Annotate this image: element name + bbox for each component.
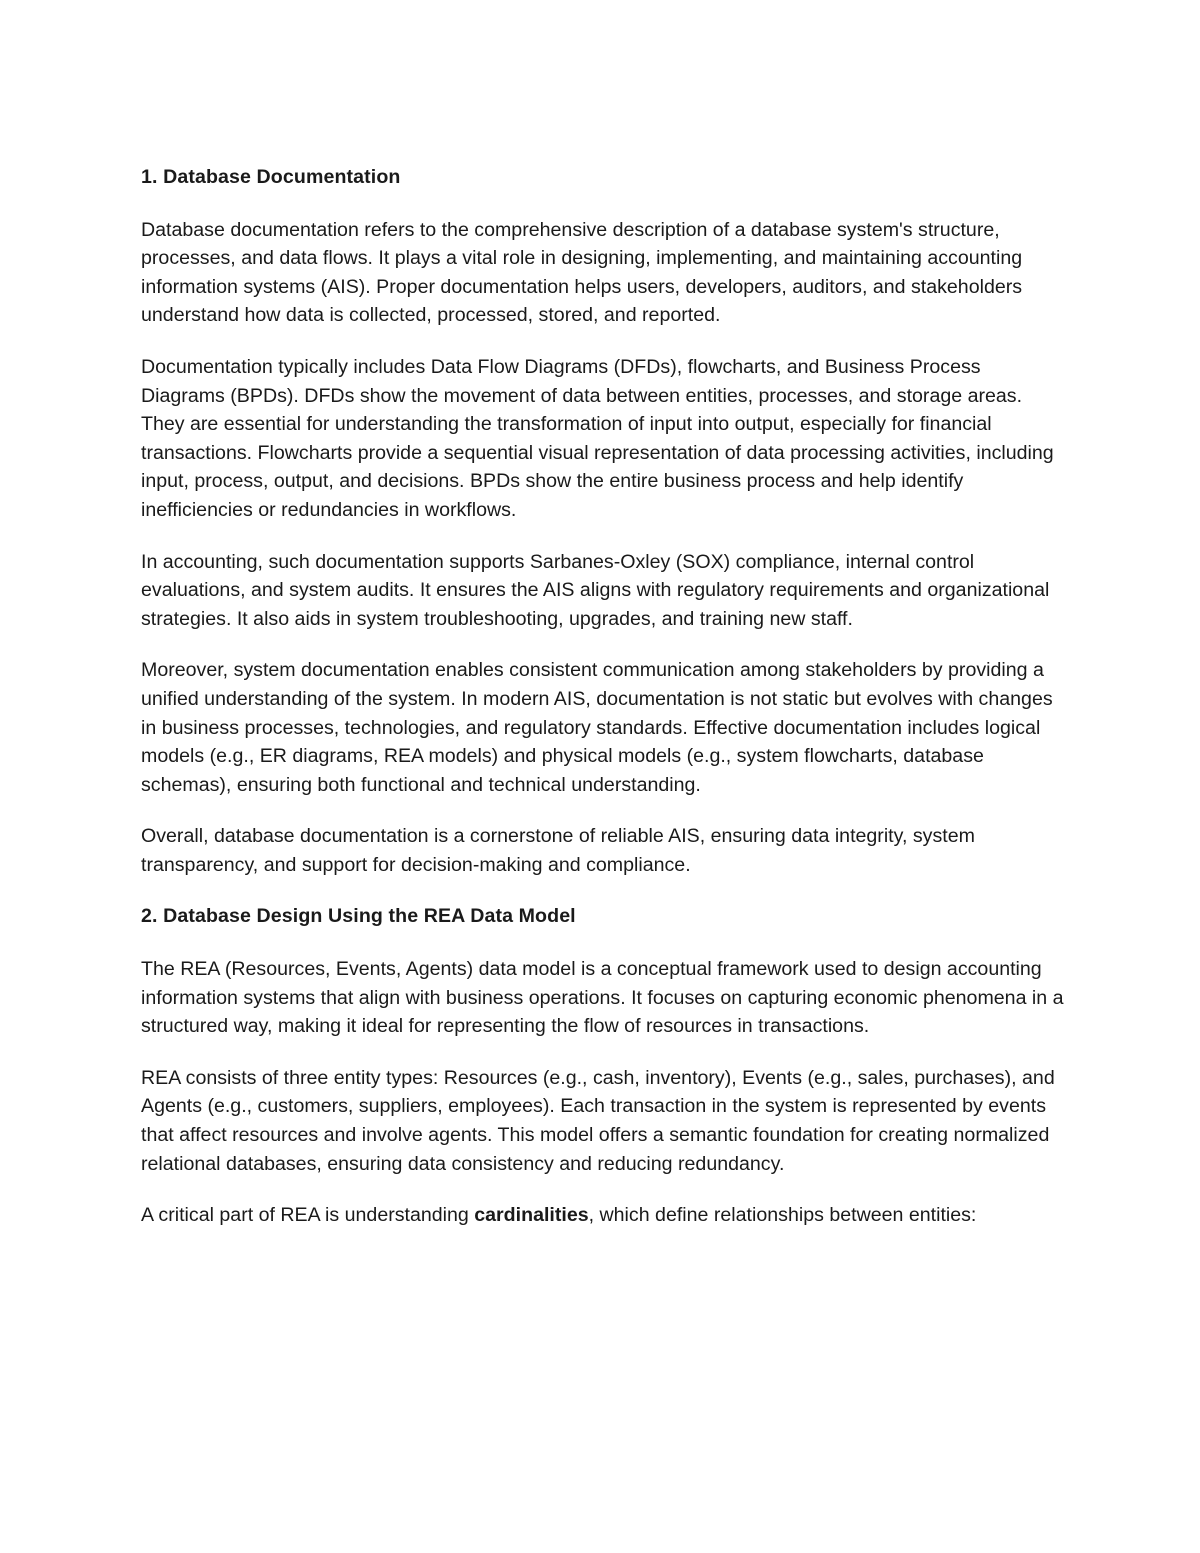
paragraph-text-after: , which define relationships between entities: <box>588 1204 977 1227</box>
section-1-paragraph-2: Documentation typically includes Data Flow Diagrams (DFDs), flowcharts, and Business Process Diagrams (BPDs). DFDs show the movement of data between entities, processes, and storage areas. They are essential for understanding the transformation of input into output, especially for financial transactions. Flowcharts provide a sequential visual representation of data processing activities, including input, process, output, and decisions. BPDs show the entire business process and help identify inefficiencies or redundancies in workflows. <box>141 355 1054 521</box>
section-2-paragraph-3 <box>141 1201 1066 1230</box>
section-1-paragraph-5: Overall, database documentation is a cornerstone of reliable AIS, ensuring data integrity, system transparency, and support for decision-making and compliance. <box>141 825 975 876</box>
paragraph-text-before: A critical part of REA is understanding <box>141 1204 475 1227</box>
section-2-heading: 2. Database Design Using the REA Data Model <box>141 905 576 928</box>
section-1-heading: 1. Database Documentation <box>141 166 401 188</box>
section-2-paragraph-2: REA consists of three entity types: Resources (e.g., cash, inventory), Events (e.g., sales, purchases), and Agents (e.g., customers, suppliers, employees). Each transaction in the system is represented by events that affect resources and involve agents. This model offers a semantic foundation for creating normalized relational databases, ensuring data consistency and reducing redundancy. <box>141 1066 1055 1175</box>
section-1-paragraph-3: In accounting, such documentation supports Sarbanes-Oxley (SOX) compliance, internal control evaluations, and system audits. It ensures the AIS aligns with regulatory requirements and organizational strategies. It also aids in system troubleshooting, upgrades, and training new staff. <box>141 550 1050 630</box>
cardinalities-term: cardinalities <box>474 1204 589 1227</box>
document-body <box>141 163 1066 1230</box>
section-2-paragraph-1: The REA (Resources, Events, Agents) data model is a conceptual framework used to design accounting information systems that align with business operations. It focuses on capturing economic phenomena in a structured way, making it ideal for representing the flow of resources in transactions. <box>141 958 1064 1038</box>
section-1-paragraph-1: Database documentation refers to the comprehensive description of a database system's structure, processes, and data flows. It plays a vital role in designing, implementing, and maintaining accounting information systems (AIS). Proper documentation helps users, developers, auditors, and stakeholders understand how data is collected, processed, stored, and reported. <box>141 218 1023 327</box>
section-1-paragraph-4: Moreover, system documentation enables consistent communication among stakeholders by providing a unified understanding of the system. In modern AIS, documentation is not static but evolves with changes in business processes, technologies, and regulatory standards. Effective documentation includes logical models (e.g., ER diagrams, REA models) and physical models (e.g., system flowcharts, database schemas), ensuring both functional and technical understanding. <box>141 659 1053 796</box>
